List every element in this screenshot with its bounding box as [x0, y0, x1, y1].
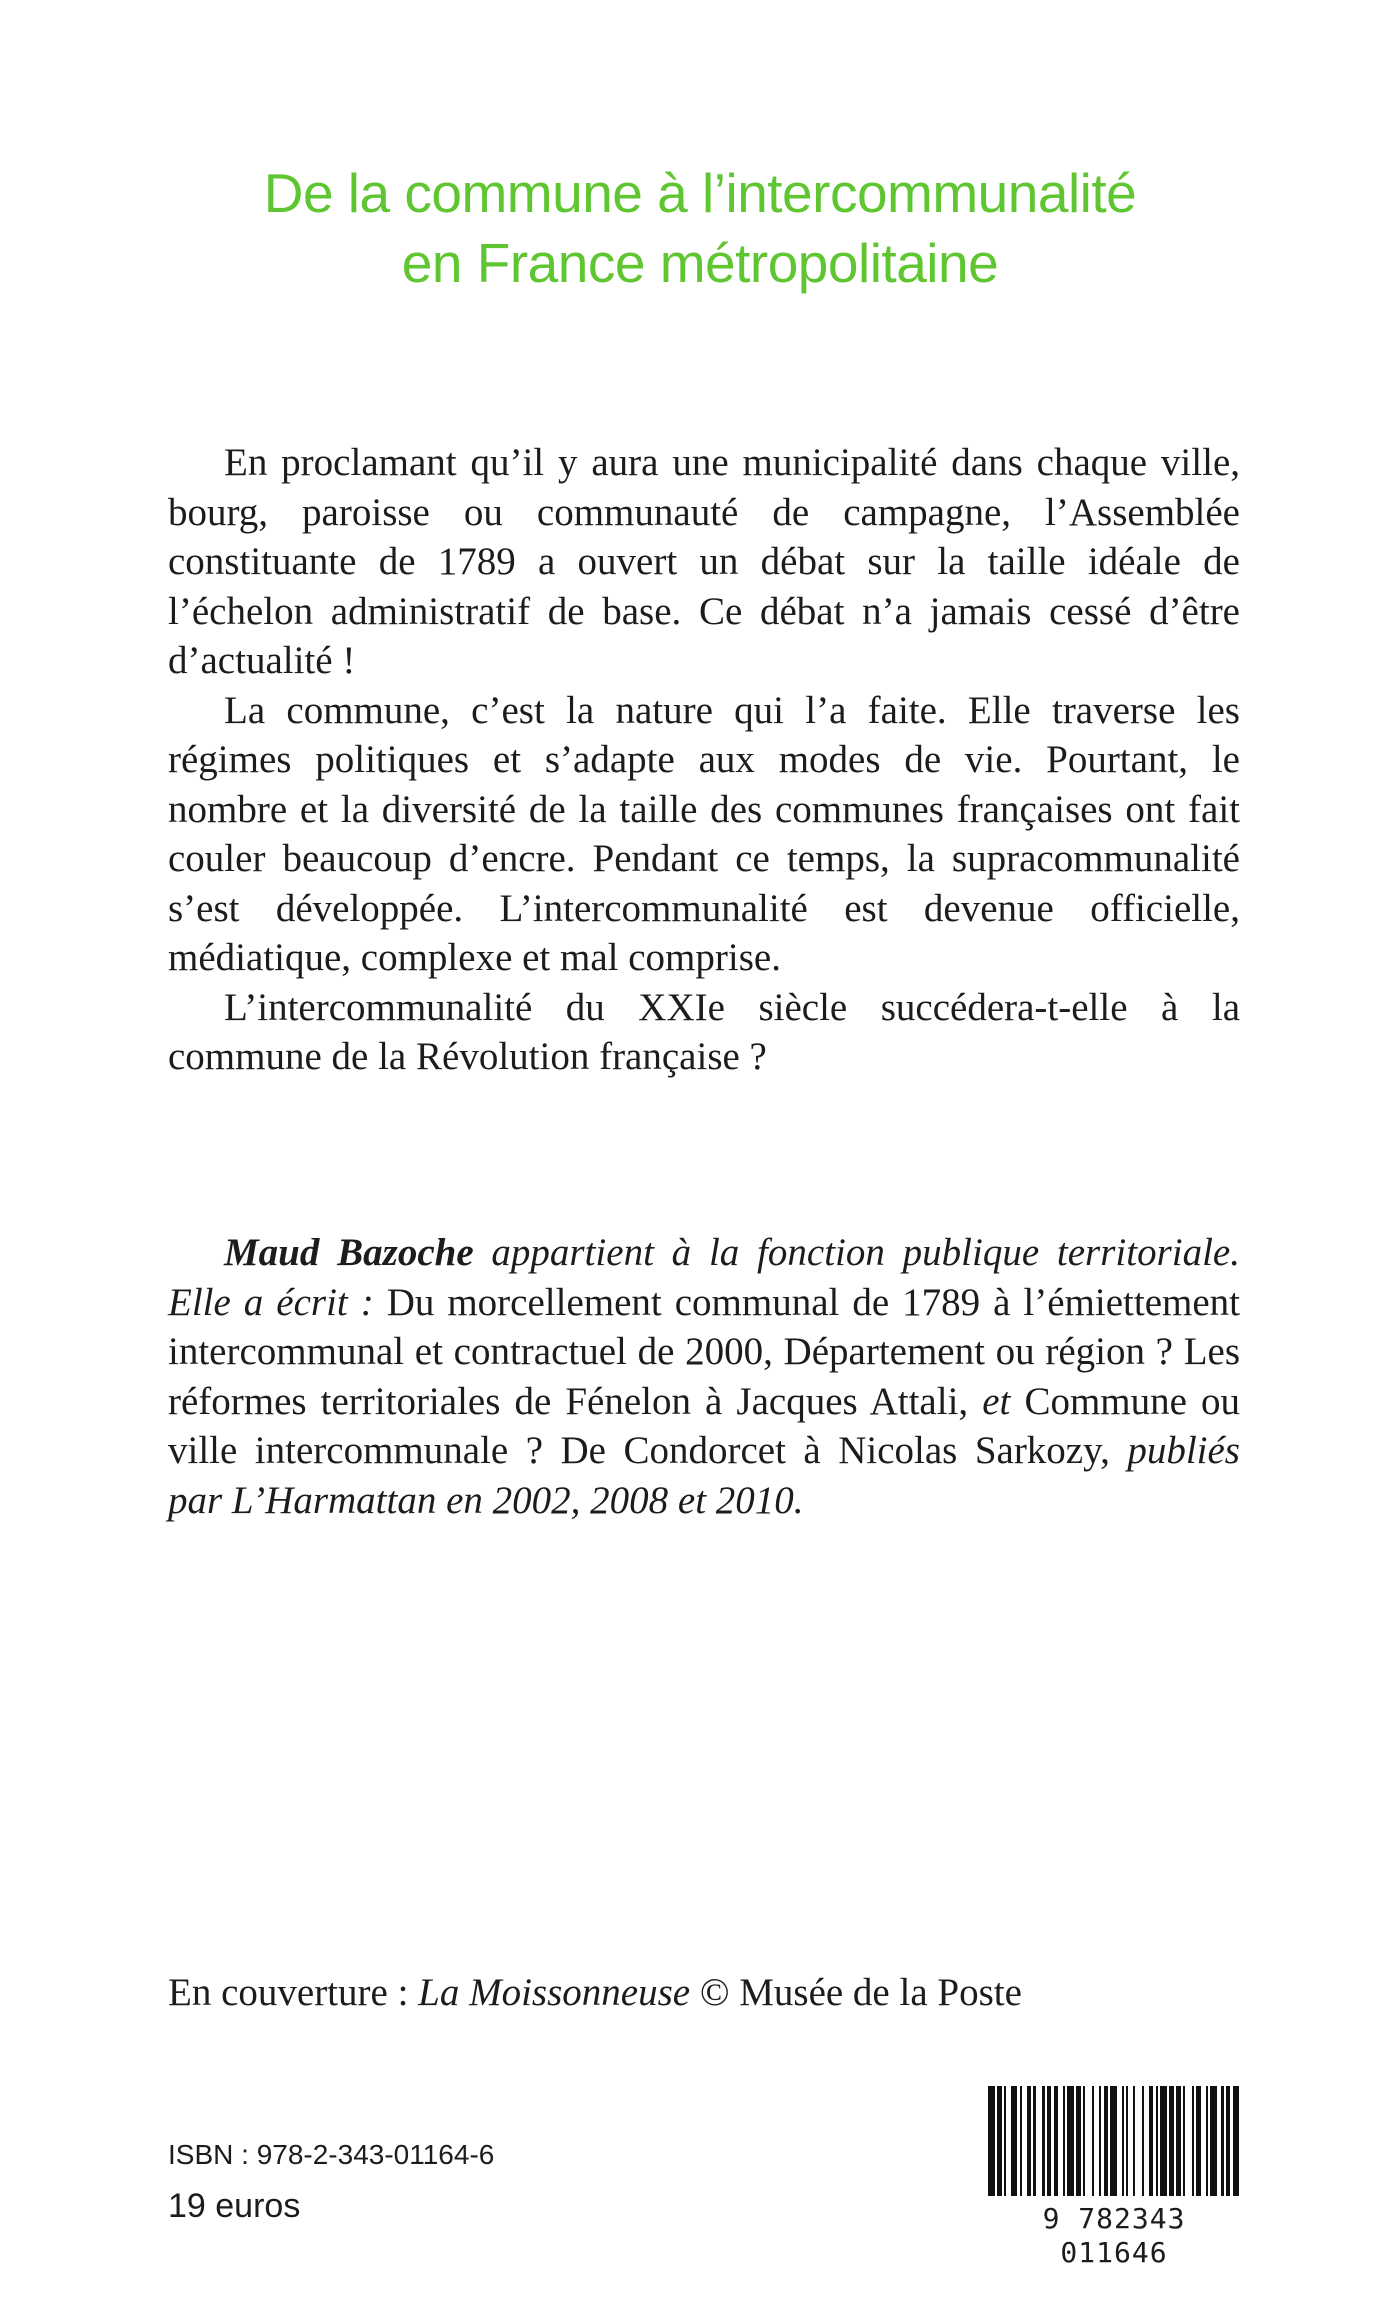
author-bio	[168, 1228, 1240, 1525]
isbn: ISBN : 978-2-343-01164-6	[168, 2139, 495, 2170]
barcode-bar	[1210, 2086, 1217, 2196]
barcode	[988, 2086, 1240, 2269]
barcode-bar	[1085, 2086, 1092, 2196]
author-book-3: Commune ou ville intercommunale ? De Condorcet à Nicolas Sarkozy,	[168, 1379, 1241, 1472]
cover-credit	[168, 1968, 1240, 2018]
barcode-bar	[1110, 2086, 1117, 2196]
barcode-bar	[1011, 2086, 1018, 2196]
barcode-bar	[1233, 2086, 1240, 2196]
barcode-bars	[988, 2086, 1240, 2196]
cover-artwork: La Moissonneuse	[418, 1971, 691, 2014]
cover-credit-prefix: En couverture :	[168, 1971, 419, 2014]
title-line-2: en France métropolitaine	[401, 232, 999, 294]
book-title	[0, 158, 1400, 298]
price: 19 euros	[168, 2187, 301, 2225]
barcode-bar	[1185, 2086, 1192, 2196]
author-bio-paragraph	[168, 1228, 1240, 1525]
author-name: Maud Bazoche	[224, 1231, 474, 1274]
summary-paragraph-3: L’intercommunalité du XXIe siècle succédera-t-elle à la commune de la Révolution française ?	[168, 985, 1240, 1078]
barcode-bar	[1160, 2086, 1167, 2196]
cover-credit-source: © Musée de la Poste	[690, 1971, 1022, 2014]
summary-text	[168, 438, 1240, 1082]
barcode-bar	[1067, 2086, 1074, 2196]
summary-paragraph-2: La commune, c’est la nature qui l’a faite. Elle traverse les régimes politiques et s’adapte aux modes de vie. Pourtant, le nombre et la diversité de la taille des communes françaises ont fait couler beaucoup d’encre. Pendant ce temps, la supracommunalité s’est développée. L’intercommunalité est devenue officielle, médiatique, complexe et mal comprise.	[168, 688, 1240, 979]
barcode-bar	[1036, 2086, 1043, 2196]
barcode-bar	[1135, 2086, 1142, 2196]
author-published: publiés par L’Harmattan en 2002, 2008 et 2010.	[168, 1429, 1240, 1522]
author-wrote-label: Elle a écrit :	[168, 1280, 374, 1324]
barcode-bar	[988, 2086, 995, 2196]
author-books: Du morcellement communal de 1789 à l’émiettement intercommunal et contractuel de 2000, Département ou région ? Les réformes territoriales de Fénelon à Jacques Attali,	[168, 1280, 1240, 1423]
author-role: appartient à la fonction publique territoriale.	[473, 1231, 1240, 1274]
summary-paragraph-1: En proclamant qu’il y aura une municipalité dans chaque ville, bourg, paroisse ou communauté de campagne, l’Assemblée constituante de 1789 a ouvert un débat sur la taille idéale de l’échelon administratif de base. Ce débat n’a jamais cessé d’être d’actualité !	[168, 441, 1240, 682]
author-books-and: et	[982, 1379, 1011, 1423]
barcode-number: 9 782343 011646	[1042, 2202, 1186, 2269]
title-line-1: De la commune à l’intercommunalité	[263, 162, 1137, 224]
